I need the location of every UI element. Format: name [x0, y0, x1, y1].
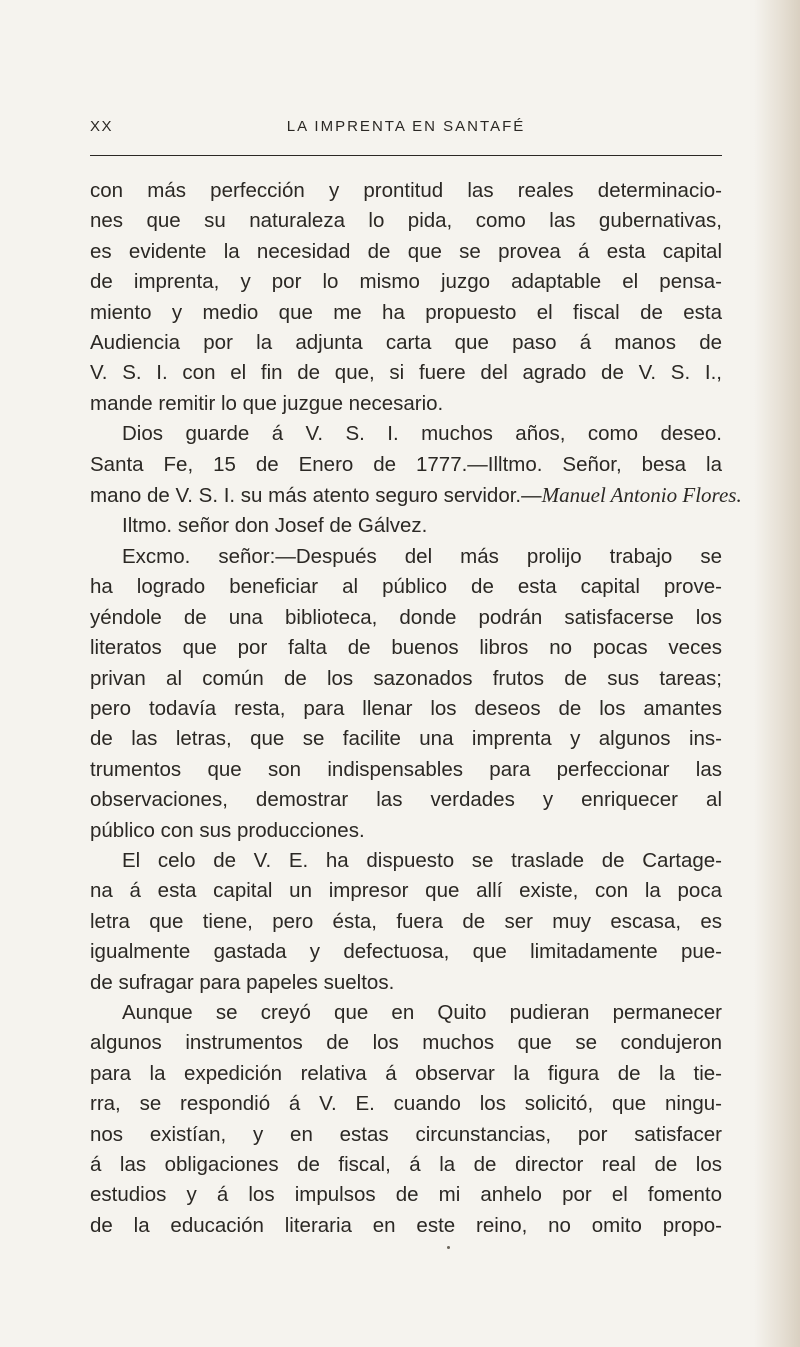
text-line: yéndole de una biblioteca, donde podrán satisfacerse los [90, 605, 722, 629]
text-line: pero todavía resta, para llenar los deseos de los amantes [90, 696, 722, 720]
text-line: de sufragar para papeles sueltos. [90, 970, 395, 994]
text-line: de imprenta, y por lo mismo juzgo adaptable el pensa- [90, 270, 722, 294]
text-line: es evidente la necesidad de que se provea á esta capital [90, 239, 722, 263]
text-line: para la expedición relativa á observar la figura de la tie- [90, 1061, 722, 1085]
body-text [90, 176, 742, 1241]
text-line: miento y medio que me ha propuesto el fiscal de esta [90, 300, 722, 324]
text-line: rra, se respondió á V. E. cuando los solicitó, que ningu- [90, 1092, 722, 1116]
page-number: XX [90, 118, 114, 135]
text-line: El celo de V. E. ha dispuesto se traslade de Cartage- [122, 848, 722, 872]
text-line: de la educación literaria en este reino, no omito propo- [90, 1213, 722, 1237]
text-line: nes que su naturaleza lo pida, como las gubernativas, [90, 209, 722, 233]
text-line: con más perfección y prontitud las reales determinacio- [90, 179, 722, 202]
text-line: Excmo. señor:—Después del más prolijo trabajo se [122, 544, 722, 568]
text-line-with-signature [90, 480, 742, 511]
text-line: Audiencia por la adjunta carta que paso á manos de [90, 331, 722, 355]
text-line: letra que tiene, pero ésta, fuera de ser muy escasa, es [90, 909, 722, 933]
page-header [90, 118, 722, 142]
text-line: algunos instrumentos de los muchos que se condujeron [90, 1031, 722, 1055]
running-title: LA IMPRENTA EN SANTAFÉ [286, 118, 526, 135]
text-line: privan al común de los sazonados frutos de sus tareas; [90, 666, 722, 690]
text-line: trumentos que son indispensables para perfeccionar las [90, 757, 722, 781]
text-line: público con sus producciones. [90, 818, 365, 842]
closing-text: mano de V. S. I. su más atento seguro servidor.— [90, 484, 542, 508]
text-line: Santa Fe, 15 de Enero de 1777.—Illtmo. Señor, besa la [90, 452, 722, 476]
page-speck [447, 1246, 450, 1249]
signature-name: Manuel Antonio Flores. [541, 483, 742, 508]
text-line: á las obligaciones de fiscal, á la de director real de los [90, 1153, 722, 1176]
addressee-line: Iltmo. señor don Josef de Gálvez. [122, 514, 428, 538]
text-line: nos existían, y en estas circunstancias, por satisfacer [90, 1122, 722, 1146]
text-line: mande remitir lo que juzgue necesario. [90, 391, 444, 415]
text-line: Dios guarde á V. S. I. muchos años, como deseo. [122, 422, 722, 446]
text-line: estudios y á los impulsos de mi anhelo por el fomento [90, 1183, 722, 1207]
page-edge-shadow [754, 0, 800, 1347]
text-line: Aunque se creyó que en Quito pudieran permanecer [122, 1000, 722, 1024]
text-line: na á esta capital un impresor que allí existe, con la poca [90, 879, 722, 903]
text-line: de las letras, que se facilite una imprenta y algunos ins- [90, 727, 722, 751]
header-rule [90, 155, 722, 156]
text-line: observaciones, demostrar las verdades y enriquecer al [90, 788, 722, 812]
text-line: literatos que por falta de buenos libros no pocas veces [90, 636, 722, 660]
text-line: ha logrado beneficiar al público de esta capital prove- [90, 575, 722, 599]
text-line: igualmente gastada y defectuosa, que limitadamente pue- [90, 940, 722, 964]
text-line: V. S. I. con el fin de que, si fuere del agrado de V. S. I., [90, 361, 722, 385]
